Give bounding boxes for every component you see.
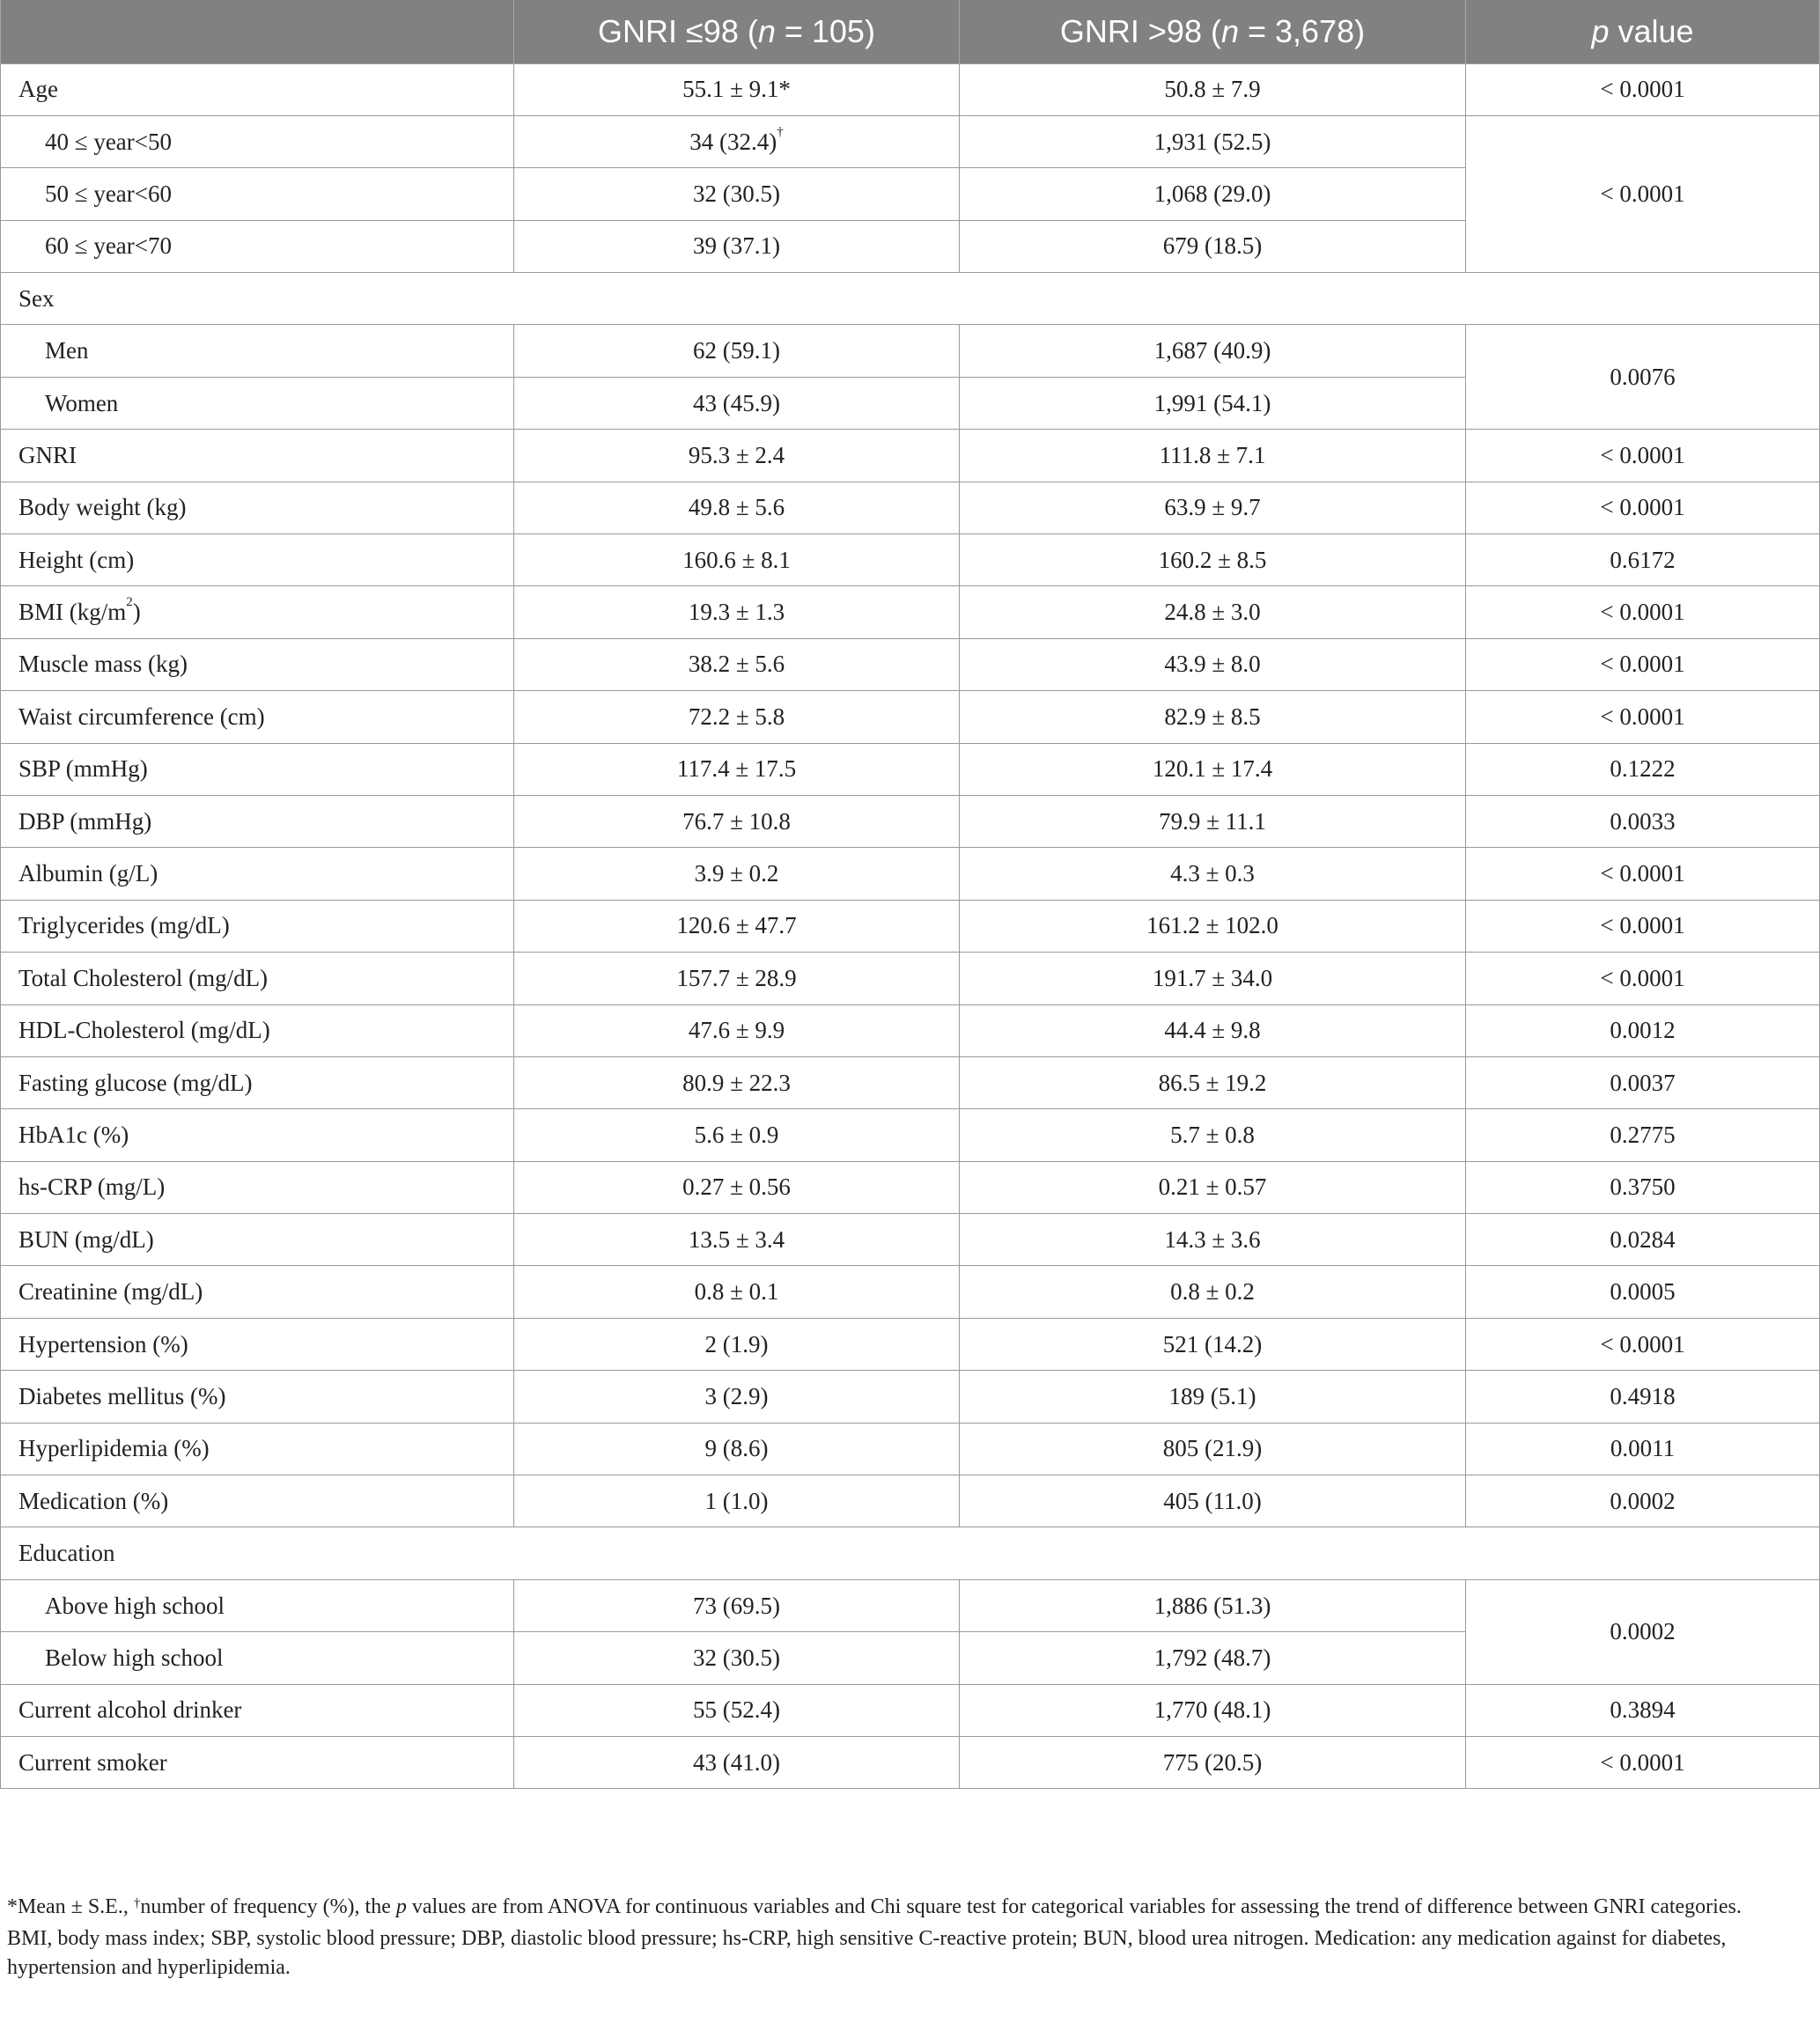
- footnote-2: BMI, body mass index; SBP, systolic blood pressure; DBP, diastolic blood pressure; hs-CRP, high sensitive C-reactive protein; BUN, blood urea nitrogen. Medication: any medication against for diabetes, hypertension and hyperlipidemia.: [7, 1927, 1727, 1979]
- cell-gnri-low: 120.6 ± 47.7: [514, 900, 960, 952]
- table-row: [1, 638, 1820, 690]
- cell-gnri-high: 1,991 (54.1): [960, 377, 1466, 429]
- table-row: [1, 691, 1820, 743]
- cell-gnri-low: 3.9 ± 0.2: [514, 848, 960, 900]
- cell-gnri-high: 1,770 (48.1): [960, 1684, 1466, 1736]
- cell-p-value: < 0.0001: [1466, 586, 1820, 638]
- cell-gnri-high: 191.7 ± 34.0: [960, 953, 1466, 1004]
- row-label: 50 ≤ year<60: [1, 168, 514, 220]
- section-label: Education: [1, 1527, 1820, 1579]
- cell-gnri-high: 50.8 ± 7.9: [960, 63, 1466, 115]
- table-row: [1, 1056, 1820, 1108]
- cell-gnri-low: 43 (45.9): [514, 377, 960, 429]
- cell-p-value: 0.0002: [1466, 1579, 1820, 1684]
- row-label: BMI $(kg/m^2)$: [1, 586, 514, 638]
- table-row: [1, 482, 1820, 533]
- cell-gnri-high: 679 (18.5): [960, 220, 1466, 272]
- cell-p-value: < 0.0001: [1466, 638, 1820, 690]
- cell-gnri-high: 111.8 ± 7.1: [960, 430, 1466, 482]
- cell-gnri-low: 43 (41.0): [514, 1737, 960, 1789]
- cell-p-value: 0.1222: [1466, 743, 1820, 795]
- table-row: [1, 534, 1820, 586]
- cell-gnri-low: 3 (2.9): [514, 1371, 960, 1423]
- row-label: Body weight (kg): [1, 482, 514, 533]
- cell-gnri-high: 82.9 ± 8.5: [960, 691, 1466, 743]
- row-label: 40 ≤ year<50: [1, 115, 514, 167]
- header-variable: [1, 0, 514, 63]
- cell-gnri-high: 44.4 ± 9.8: [960, 1004, 1466, 1056]
- row-label: 60 ≤ year<70: [1, 220, 514, 272]
- table-row: [1, 1161, 1820, 1213]
- row-label: Creatinine (mg/dL): [1, 1266, 514, 1318]
- cell-gnri-low: 72.2 ± 5.8: [514, 691, 960, 743]
- row-label: Albumin (g/L): [1, 848, 514, 900]
- row-label: Current alcohol drinker: [1, 1684, 514, 1736]
- table-row: [1, 1266, 1820, 1318]
- table-row: [1, 63, 1820, 115]
- cell-gnri-high: 0.21 ± 0.57: [960, 1161, 1466, 1213]
- row-label: hs-CRP (mg/L): [1, 1161, 514, 1213]
- cell-p-value: < 0.0001: [1466, 1318, 1820, 1370]
- cell-gnri-low: 34 (32.4)†: [514, 115, 960, 167]
- table-row: [1, 900, 1820, 952]
- row-label: Hyperlipidemia (%): [1, 1423, 514, 1475]
- cell-gnri-high: 86.5 ± 19.2: [960, 1056, 1466, 1108]
- row-label: Current smoker: [1, 1737, 514, 1789]
- table-row: [1, 1737, 1820, 1789]
- cell-gnri-high: 161.2 ± 102.0: [960, 900, 1466, 952]
- cell-p-value: < 0.0001: [1466, 63, 1820, 115]
- cell-p-value: 0.0002: [1466, 1475, 1820, 1527]
- cell-gnri-low: 0.8 ± 0.1: [514, 1266, 960, 1318]
- cell-p-value: 0.0033: [1466, 795, 1820, 847]
- table-row: [1, 115, 1820, 167]
- row-label: Above high school: [1, 1579, 514, 1631]
- header-gnri-high: GNRI >98 (n = 3,678): [960, 0, 1466, 63]
- cell-gnri-low: 157.7 ± 28.9: [514, 953, 960, 1004]
- cell-gnri-high: 24.8 ± 3.0: [960, 586, 1466, 638]
- row-label: Triglycerides (mg/dL): [1, 900, 514, 952]
- row-label: SBP (mmHg): [1, 743, 514, 795]
- row-label: HbA1c (%): [1, 1109, 514, 1161]
- cell-gnri-low: 160.6 ± 8.1: [514, 534, 960, 586]
- table-row: [1, 953, 1820, 1004]
- cell-gnri-high: 14.3 ± 3.6: [960, 1214, 1466, 1266]
- table-row: [1, 1214, 1820, 1266]
- cell-gnri-low: 2 (1.9): [514, 1318, 960, 1370]
- table-row: [1, 1579, 1820, 1631]
- cell-gnri-low: 1 (1.0): [514, 1475, 960, 1527]
- cell-gnri-low: 32 (30.5): [514, 1632, 960, 1684]
- cell-gnri-low: 9 (8.6): [514, 1423, 960, 1475]
- cell-gnri-low: 55.1 ± 9.1*: [514, 63, 960, 115]
- superscript-2: 2: [126, 595, 133, 610]
- cell-p-value: 0.3750: [1466, 1161, 1820, 1213]
- table-row: [1, 1423, 1820, 1475]
- cell-gnri-low: 5.6 ± 0.9: [514, 1109, 960, 1161]
- cell-gnri-high: 0.8 ± 0.2: [960, 1266, 1466, 1318]
- cell-p-value: 0.3894: [1466, 1684, 1820, 1736]
- cell-gnri-high: 120.1 ± 17.4: [960, 743, 1466, 795]
- cell-gnri-high: 189 (5.1): [960, 1371, 1466, 1423]
- table-row: [1, 1371, 1820, 1423]
- cell-p-value: < 0.0001: [1466, 115, 1820, 272]
- cell-gnri-low: 13.5 ± 3.4: [514, 1214, 960, 1266]
- cell-gnri-low: 62 (59.1): [514, 325, 960, 377]
- cell-gnri-low: 39 (37.1): [514, 220, 960, 272]
- cell-gnri-high: 1,068 (29.0): [960, 168, 1466, 220]
- cell-p-value: 0.0011: [1466, 1423, 1820, 1475]
- cell-p-value: < 0.0001: [1466, 900, 1820, 952]
- section-label: Sex: [1, 273, 1820, 325]
- cell-gnri-low: 80.9 ± 22.3: [514, 1056, 960, 1108]
- cell-gnri-high: 775 (20.5): [960, 1737, 1466, 1789]
- row-label: Below high school: [1, 1632, 514, 1684]
- row-label: Total Cholesterol (mg/dL): [1, 953, 514, 1004]
- row-label: Hypertension (%): [1, 1318, 514, 1370]
- row-label: Age: [1, 63, 514, 115]
- cell-p-value: < 0.0001: [1466, 953, 1820, 1004]
- dagger-mark: †: [133, 1896, 141, 1910]
- row-label: Medication (%): [1, 1475, 514, 1527]
- table-row: [1, 430, 1820, 482]
- cell-p-value: < 0.0001: [1466, 691, 1820, 743]
- cell-gnri-low: 73 (69.5): [514, 1579, 960, 1631]
- table-row: [1, 1475, 1820, 1527]
- table-row: [1, 743, 1820, 795]
- cell-gnri-high: 1,792 (48.7): [960, 1632, 1466, 1684]
- cell-p-value: 0.2775: [1466, 1109, 1820, 1161]
- dagger-mark: †: [777, 124, 784, 139]
- table-row: [1, 1109, 1820, 1161]
- cell-gnri-high: 4.3 ± 0.3: [960, 848, 1466, 900]
- cell-gnri-high: 1,687 (40.9): [960, 325, 1466, 377]
- cell-gnri-low: 47.6 ± 9.9: [514, 1004, 960, 1056]
- row-label: Height (cm): [1, 534, 514, 586]
- cell-gnri-low: 38.2 ± 5.6: [514, 638, 960, 690]
- cell-gnri-low: 76.7 ± 10.8: [514, 795, 960, 847]
- table-footnotes: [7, 1893, 1812, 1985]
- cell-gnri-low: 95.3 ± 2.4: [514, 430, 960, 482]
- row-label: Fasting glucose (mg/dL): [1, 1056, 514, 1108]
- cell-gnri-high: 160.2 ± 8.5: [960, 534, 1466, 586]
- cell-gnri-high: 405 (11.0): [960, 1475, 1466, 1527]
- table-row: [1, 848, 1820, 900]
- cell-p-value: 0.4918: [1466, 1371, 1820, 1423]
- table-header-row: [1, 0, 1820, 63]
- section-row: [1, 1527, 1820, 1579]
- cell-gnri-high: 63.9 ± 9.7: [960, 482, 1466, 533]
- cell-gnri-low: 55 (52.4): [514, 1684, 960, 1736]
- cell-p-value: 0.0005: [1466, 1266, 1820, 1318]
- cell-p-value: < 0.0001: [1466, 482, 1820, 533]
- cell-gnri-high: 1,886 (51.3): [960, 1579, 1466, 1631]
- table-row: [1, 1684, 1820, 1736]
- row-label: Muscle mass (kg): [1, 638, 514, 690]
- header-gnri-low: GNRI ≤98 (n = 105): [514, 0, 960, 63]
- row-label: Waist circumference (cm): [1, 691, 514, 743]
- cell-p-value: 0.6172: [1466, 534, 1820, 586]
- cell-p-value: 0.0076: [1466, 325, 1820, 430]
- table-row: [1, 586, 1820, 638]
- cell-gnri-high: 79.9 ± 11.1: [960, 795, 1466, 847]
- footnote-1: *Mean ± S.E., †number of frequency (%), the p values are from ANOVA for continuous variables and Chi square test for categorical variables for assessing the trend of difference between GNRI categories.: [7, 1895, 1742, 1918]
- row-label: HDL-Cholesterol (mg/dL): [1, 1004, 514, 1056]
- cell-gnri-low: 117.4 ± 17.5: [514, 743, 960, 795]
- row-label: GNRI: [1, 430, 514, 482]
- cell-gnri-high: 5.7 ± 0.8: [960, 1109, 1466, 1161]
- row-label: Diabetes mellitus (%): [1, 1371, 514, 1423]
- cell-gnri-high: 1,931 (52.5): [960, 115, 1466, 167]
- cell-gnri-high: 805 (21.9): [960, 1423, 1466, 1475]
- cell-p-value: 0.0037: [1466, 1056, 1820, 1108]
- cell-gnri-low: 49.8 ± 5.6: [514, 482, 960, 533]
- section-row: [1, 273, 1820, 325]
- cell-p-value: < 0.0001: [1466, 848, 1820, 900]
- cell-p-value: < 0.0001: [1466, 1737, 1820, 1789]
- cell-p-value: 0.0284: [1466, 1214, 1820, 1266]
- header-p-value: p value: [1466, 0, 1820, 63]
- table-row: [1, 325, 1820, 377]
- row-label: Women: [1, 377, 514, 429]
- table-row: [1, 795, 1820, 847]
- cell-p-value: < 0.0001: [1466, 430, 1820, 482]
- cell-gnri-high: 521 (14.2): [960, 1318, 1466, 1370]
- table-row: [1, 1318, 1820, 1370]
- cell-p-value: 0.0012: [1466, 1004, 1820, 1056]
- cell-gnri-low: 0.27 ± 0.56: [514, 1161, 960, 1213]
- row-label: DBP (mmHg): [1, 795, 514, 847]
- cell-gnri-low: 32 (30.5): [514, 168, 960, 220]
- row-label: Men: [1, 325, 514, 377]
- table-row: [1, 1004, 1820, 1056]
- cell-gnri-low: 19.3 ± 1.3: [514, 586, 960, 638]
- cell-gnri-high: 43.9 ± 8.0: [960, 638, 1466, 690]
- row-label: BUN (mg/dL): [1, 1214, 514, 1266]
